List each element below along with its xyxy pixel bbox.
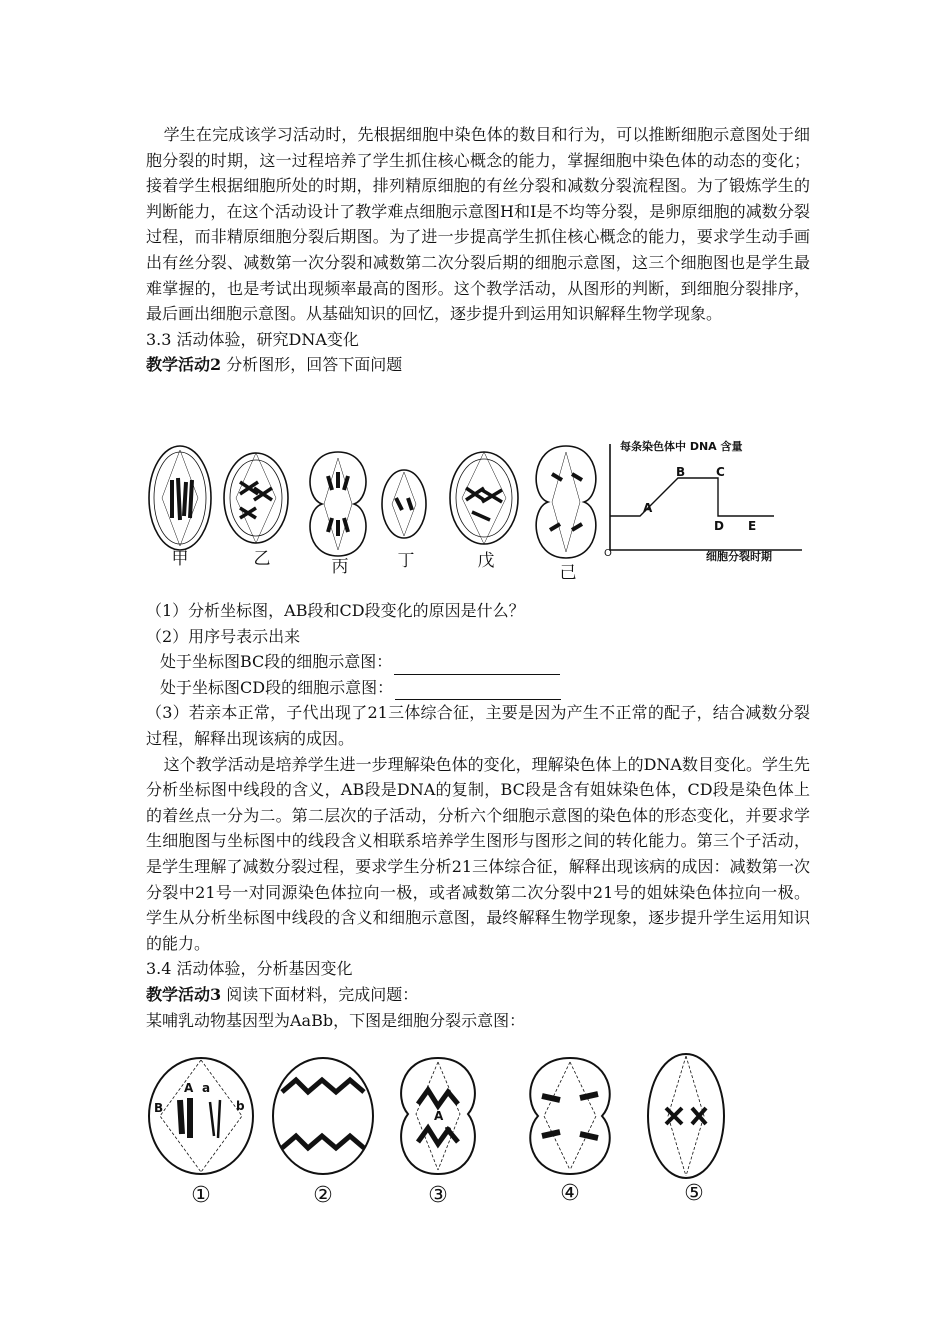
cell-label-yi: 乙 <box>253 549 271 569</box>
section-3-4-heading: 3.4 活动体验，分析基因变化 <box>146 959 353 979</box>
cell-label-4: ④ <box>560 1181 580 1206</box>
cell-5 <box>648 1054 724 1178</box>
cell-1 <box>149 1058 253 1174</box>
question-2a: 处于坐标图BC段的细胞示意图： <box>160 652 393 672</box>
cell-label-bing: 丙 <box>331 557 349 577</box>
point-b: B <box>676 465 686 479</box>
cell-label-wu: 戊 <box>477 551 495 571</box>
cell-4 <box>530 1058 609 1174</box>
cell-division-figure-2 <box>146 1048 746 1208</box>
intro-paragraph: 学生在完成该学习活动时，先根据细胞中染色体的数目和行为，可以推断细胞示意图处于细胞分裂的时期，这一过程培养了学生抓住核心概念的能力，掌握细胞中染色体的动态的变化；接着学生根据细胞所处的时期，排列精原细胞的有丝分裂和减数分裂流程图。为了锻炼学生的判断能力，在这个活动设计了教学难点细胞示意图H和I是不均等分裂，是卵原细胞的减数分裂过程，而非精原细胞分裂后期图。为了进一步提高学生抓住核心概念的能力，要求学生动手画出有丝分裂、减数第一次分裂和减数第二次分裂后期的细胞示意图，这三个细胞图也是学生最难掌握的，也是考试出现频率最高的图形。这个教学活动，从图形的判断，到细胞分裂排序，最后画出细胞示意图。从基础知识的回忆，逐步提升到运用知识解释生物学现象。 <box>146 125 810 324</box>
document-body <box>146 122 810 378</box>
question-3: （3）若亲本正常，子代出现了21三体综合征，主要是因为产生不正常的配子，结合减数分裂过程，解释出现该病的成因。 <box>146 703 810 748</box>
gene-label-b-upper: B <box>154 1101 164 1115</box>
cell-label-ji: 己 <box>559 563 577 583</box>
graph-origin: O <box>604 548 612 559</box>
cell-label-2: ② <box>313 1183 333 1208</box>
graph-title: 每条染色体中 DNA 含量 <box>620 440 743 453</box>
cell-ji <box>536 446 596 558</box>
point-c: C <box>716 465 725 479</box>
question-2b-line <box>146 675 810 701</box>
activity-3-task: 阅读下面材料，完成问题： <box>221 984 419 1004</box>
gene-label-a-lower-3: a <box>444 1123 453 1137</box>
gene-label-b-lower: b <box>236 1099 245 1113</box>
gene-label-a-lower: a <box>202 1081 211 1095</box>
cell-ding <box>382 470 426 538</box>
gene-label-a-upper-3: A <box>434 1109 444 1123</box>
question-2b: 处于坐标图CD段的细胞示意图： <box>160 677 394 697</box>
cell-label-3: ③ <box>428 1183 448 1208</box>
point-e: E <box>748 519 757 533</box>
activity-3-label: 教学活动3 <box>146 984 222 1004</box>
material-line: 某哺乳动物基因型为AaBb，下图是细胞分裂示意图： <box>146 1010 526 1030</box>
cell-label-1: ① <box>191 1183 211 1208</box>
cell-label-jia: 甲 <box>171 549 189 569</box>
activity-3-line <box>146 982 810 1008</box>
answer-blank-bc[interactable] <box>394 658 560 675</box>
paragraph-2: 这个教学活动是培养学生进一步理解染色体的变化，理解染色体上的DNA数目变化。学生先分析坐标图中线段的含义，AB段是DNA的复制，BC段是含有姐妹染色体，CD段是染色体上的着丝点一分为二。第二层次的子活动，分析六个细胞示意图的染色体的形态变化，并要求学生细胞图与坐标图中的线段含义相联系培养学生图形与图形之间的转化能力。第三个子活动，是学生理解了减数分裂过程，要求学生分析21三体综合征，解释出现该病的成因：减数第一次分裂中21号一对同源染色体拉向一极，或者减数第二次分裂中21号的姐妹染色体拉向一极。学生从分析坐标图中线段的含义和细胞示意图，最终解释生物学现象，逐步提升学生运用知识的能力。 <box>146 754 810 953</box>
cell-yi <box>224 453 288 543</box>
activity-2-label: 教学活动2 <box>146 355 222 375</box>
dna-content-graph <box>604 439 802 563</box>
graph-xlabel: 细胞分裂时期 <box>706 550 772 563</box>
gene-label-a-upper: A <box>184 1081 194 1095</box>
point-a: A <box>643 501 653 515</box>
cell-label-5: ⑤ <box>684 1181 704 1206</box>
point-d: D <box>714 519 724 533</box>
question-2a-line <box>146 649 810 675</box>
activity-2-line <box>146 352 810 378</box>
section-3-3-heading: 3.3 活动体验，研究DNA变化 <box>146 329 359 349</box>
cell-2 <box>273 1058 373 1174</box>
cell-bing <box>310 452 366 556</box>
answer-blank-cd[interactable] <box>395 683 561 700</box>
cell-jia <box>149 446 211 550</box>
cell-label-ding: 丁 <box>397 551 415 571</box>
question-2: （2）用序号表示出来 <box>146 626 301 646</box>
cell-division-figure-1 <box>146 438 810 588</box>
cell-wu <box>450 452 518 544</box>
questions-block <box>146 598 810 1033</box>
activity-2-task: 分析图形，回答下面问题 <box>221 355 403 375</box>
question-1: （1）分析坐标图，AB段和CD段变化的原因是什么？ <box>146 601 525 620</box>
